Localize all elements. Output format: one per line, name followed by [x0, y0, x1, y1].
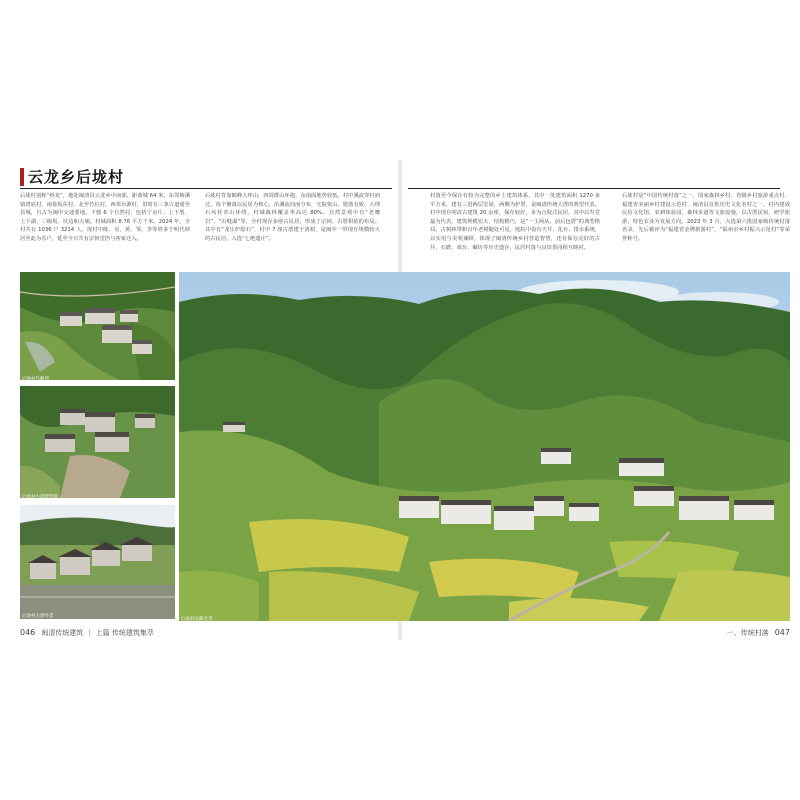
photo-caption: 后垅村鸟瞰图: [22, 377, 49, 382]
article-title: 云龙乡后垅村: [28, 168, 125, 186]
photo-caption: 后垅村古厝外景: [22, 614, 54, 619]
book-title: 闽清传统建筑: [41, 629, 84, 637]
title-accent-bar: [20, 168, 24, 186]
left-folio: [20, 628, 154, 638]
riverside-houses-photo: [20, 505, 175, 619]
body-column-4: 后垅村是“中国传统村落”之一，国家森林乡村、省级乡村旅游重点村、福建省美丽乡村建设示范村、闽清县首批历史文化名村之一。村内建成民俗文化馆、农耕体验园、森林步道等文旅设施，以古厝民宿、研学旅游、特色农业为发展方向。2023 年 3 月，入选第六批国家级传统村落名录，先后被评为“福建省金牌旅游村”、“福州市乡村振兴示范村”等荣誉称号。: [622, 193, 790, 242]
title-rule-right: [408, 188, 780, 189]
old-houses-photo: [20, 386, 175, 498]
photo-caption: 后垅村古厝建筑群: [22, 495, 58, 500]
title-rule-left: [20, 188, 392, 189]
body-column-2: 后垅村背靠鹤峰大坪山，四周群山环抱，东南面地势较低，村中溪流穿村而过，每个聚落以民居为核心，沿溪流向而分布，宅院依山，错落有致，大理石风柱青山环绕，村域森林覆盖率高达 80%。自然景观中有“老鹰岩”、“石缝瀑”等，全村现存多座古民居，形成了宗祠、古厝相依的布局。其中有“龙庄炉隐石”，村中 7 座古厝建于清初，是闽中一带现存规模较大的古民居，入选“七绝遗庄”。: [205, 193, 380, 242]
section-title: 一、传统村落: [726, 629, 769, 637]
body-column-1: 后垅村别称“桥龙”，地处闽清县云龙乡中南部，距离城 64 米。东邻梅溪镇湾底村，南靠坂东村，北至竹坑村，西邻台源村，旧时有三条古道通至县城，自古为闽中交通要地。下辖 6 个自然村，包括宁房片、上下厝、上下湖、三级坂、坑边和大埔。村域面积 8.76 平方千米。2024 年，全村共有 1036 户 3214 人，现村中陈、吴、黄、邹、李等姓多于明代移居至此为乐户，延至今日共有宗祠堂仍与客家迁入。: [20, 193, 190, 242]
body-column-3: 村落至今保存有较为完整的乡土建筑体系，其中一处建筑面积 1270 多平方米，建有三进两层堂屋，两侧为护厝，是闽清传统大厝的典型代表。村中现存明清古建筑 20 余座，保存较好，多为合院式民居，其中以寿堂最为代表，建筑规模宏大，结构精巧，是“一主两从、前后包厝”的典型格局。古树林带和百年老树随处可见，庭院中设有天井、花台、排水系统，以实用与美观兼顾，体现了闽清传统乡村营造智慧，还有保存完好的古井、石磨、戏台、碾坊等历史遗存，民居村落与良田茶园相互映衬。: [430, 193, 600, 251]
folio-separator: |: [88, 629, 91, 637]
page-number-right: 047: [774, 628, 790, 637]
photo-caption: 后垅村远眺全景: [181, 617, 213, 622]
chapter-title: 上篇 传统建筑集萃: [95, 629, 154, 637]
village-aerial-photo: [20, 272, 175, 380]
right-folio: [727, 628, 790, 638]
page-number-left: 046: [20, 628, 36, 637]
village-panorama-photo: [179, 272, 790, 621]
